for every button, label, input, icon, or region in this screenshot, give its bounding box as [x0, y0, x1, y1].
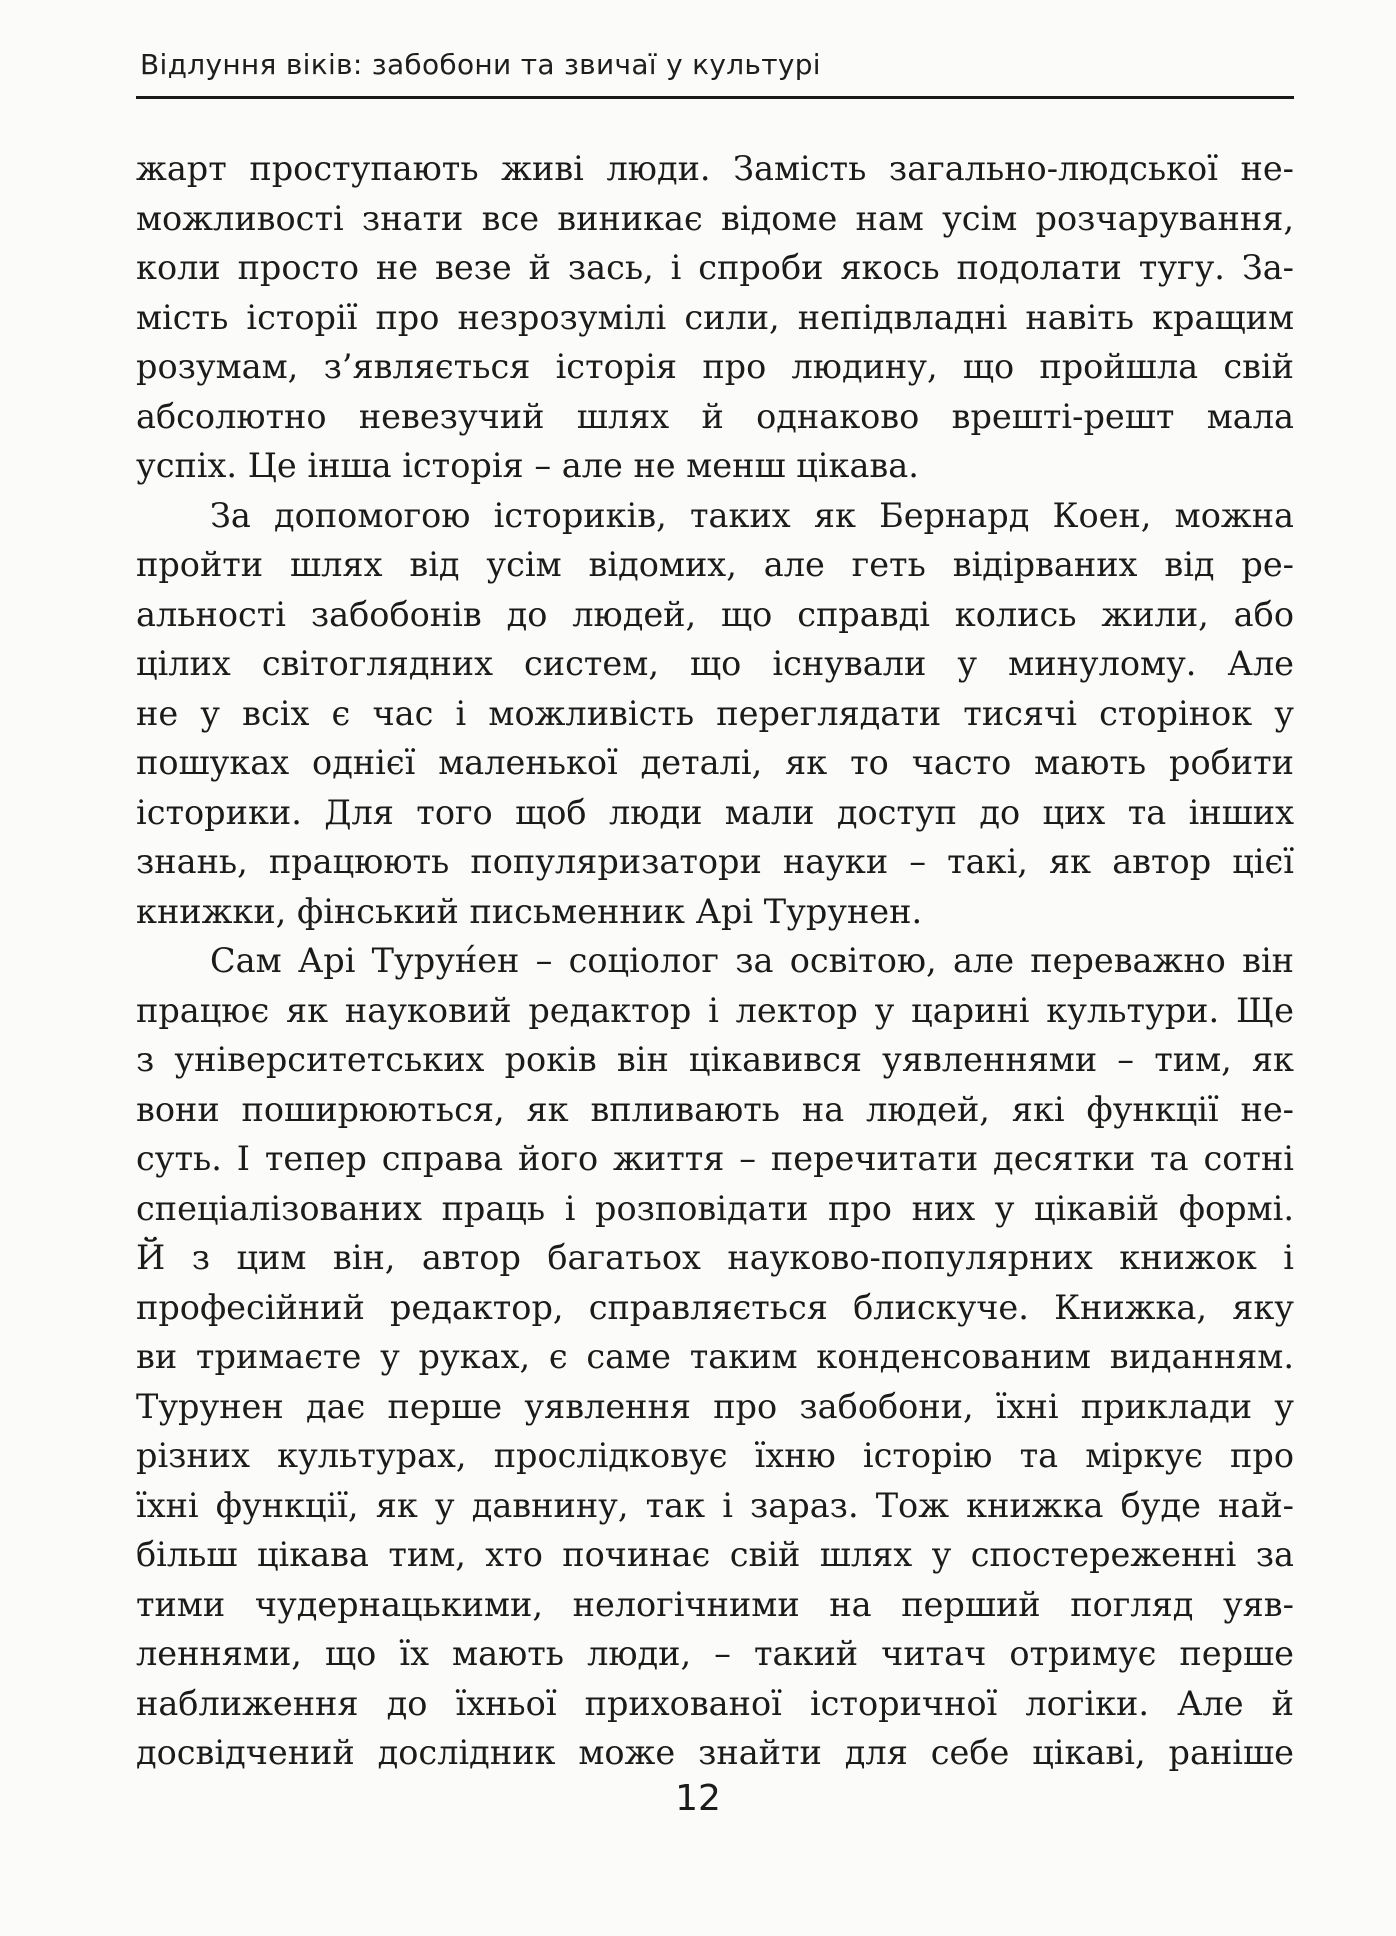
text-line: розумам, з’являється історія про людину, що пройшла свій [136, 347, 1294, 386]
text-line: абсолютно невезучий шлях й однаково врешті-решт мала [136, 396, 1294, 436]
text-line: наближення до їхньої прихованої історичної логіки. Але й [136, 1683, 1294, 1723]
text-line: альності забобонів до людей, що справді колись жили, або [136, 594, 1294, 634]
text-line: професійний редактор, справляється блискуче. Книжка, яку [136, 1287, 1294, 1327]
text-line: з університетських років він цікавився уявленнями – тим, як [136, 1040, 1294, 1079]
text-line: тими чудернацькими, нелогічними на перший погляд уяв- [136, 1584, 1294, 1624]
text-line: ви тримаєте у руках, є саме таким конденсованим виданням. [136, 1337, 1294, 1376]
text-line: мість історії про незрозумілі сили, непідвладні навіть кращим [136, 297, 1294, 337]
text-line: Сам Арі Турун́ен – соціолог за освітою, але переважно він [210, 941, 1294, 980]
page-number: 12 [675, 1778, 721, 1819]
text-line: пройти шлях від усім відомих, але геть відірваних від ре- [136, 545, 1294, 584]
text-line: книжки, фінський письменник Арі Турунен. [136, 891, 923, 931]
text-line: історики. Для того щоб люди мали доступ до цих та інших [136, 792, 1294, 832]
text-line: їхні функції, як у давнину, так і зараз. Тож книжка буде най- [136, 1485, 1294, 1525]
text-line: більш цікава тим, хто починає свій шлях у спостереженні за [136, 1535, 1294, 1574]
text-line: Й з цим він, автор багатьох науково-популярних книжок і [136, 1238, 1294, 1277]
text-line: можливості знати все виникає відоме нам усім розчарування, [136, 198, 1294, 238]
text-line: коли просто не везе й зась, і спроби якось подолати тугу. За- [136, 248, 1294, 287]
text-line: різних культурах, прослідковує їхню історію та міркує про [136, 1436, 1294, 1475]
running-header-title: Відлуння віків: забобони та звичаї у культурі [140, 48, 821, 81]
text-line: суть. І тепер справа його життя – перечитати десятки та сотні [136, 1139, 1294, 1178]
text-line: пошуках однієї маленької деталі, як то часто мають робити [136, 743, 1294, 782]
text-line: знань, працюють популяризатори науки – такі, як автор цієї [136, 842, 1294, 881]
text-line: спеціалізованих праць і розповідати про них у цікавій формі. [136, 1188, 1294, 1228]
text-line: працює як науковий редактор і лектор у царині культури. Ще [136, 990, 1294, 1030]
text-line: жарт проступають живі люди. Замість загально-людської не- [136, 149, 1294, 188]
text-line: успіх. Це інша історія – але не менш цікава. [136, 446, 919, 485]
text-line: не у всіх є час і можливість переглядати тисячі сторінок у [136, 693, 1294, 733]
text-line: вони поширюються, як впливають на людей, які функції не- [136, 1089, 1294, 1129]
text-line: леннями, що їх мають люди, – такий читач отримує перше [136, 1634, 1294, 1673]
header-rule [136, 96, 1294, 99]
text-line: цілих світоглядних систем, що існували у минулому. Але [136, 644, 1294, 683]
text-line: За допомогою істориків, таких як Бернард Коен, можна [210, 495, 1294, 535]
body-text [136, 144, 1294, 1778]
text-line: Турунен дає перше уявлення про забобони, їхні приклади у [136, 1386, 1294, 1426]
text-line: досвідчений дослідник може знайти для себе цікаві, раніше [136, 1733, 1294, 1772]
